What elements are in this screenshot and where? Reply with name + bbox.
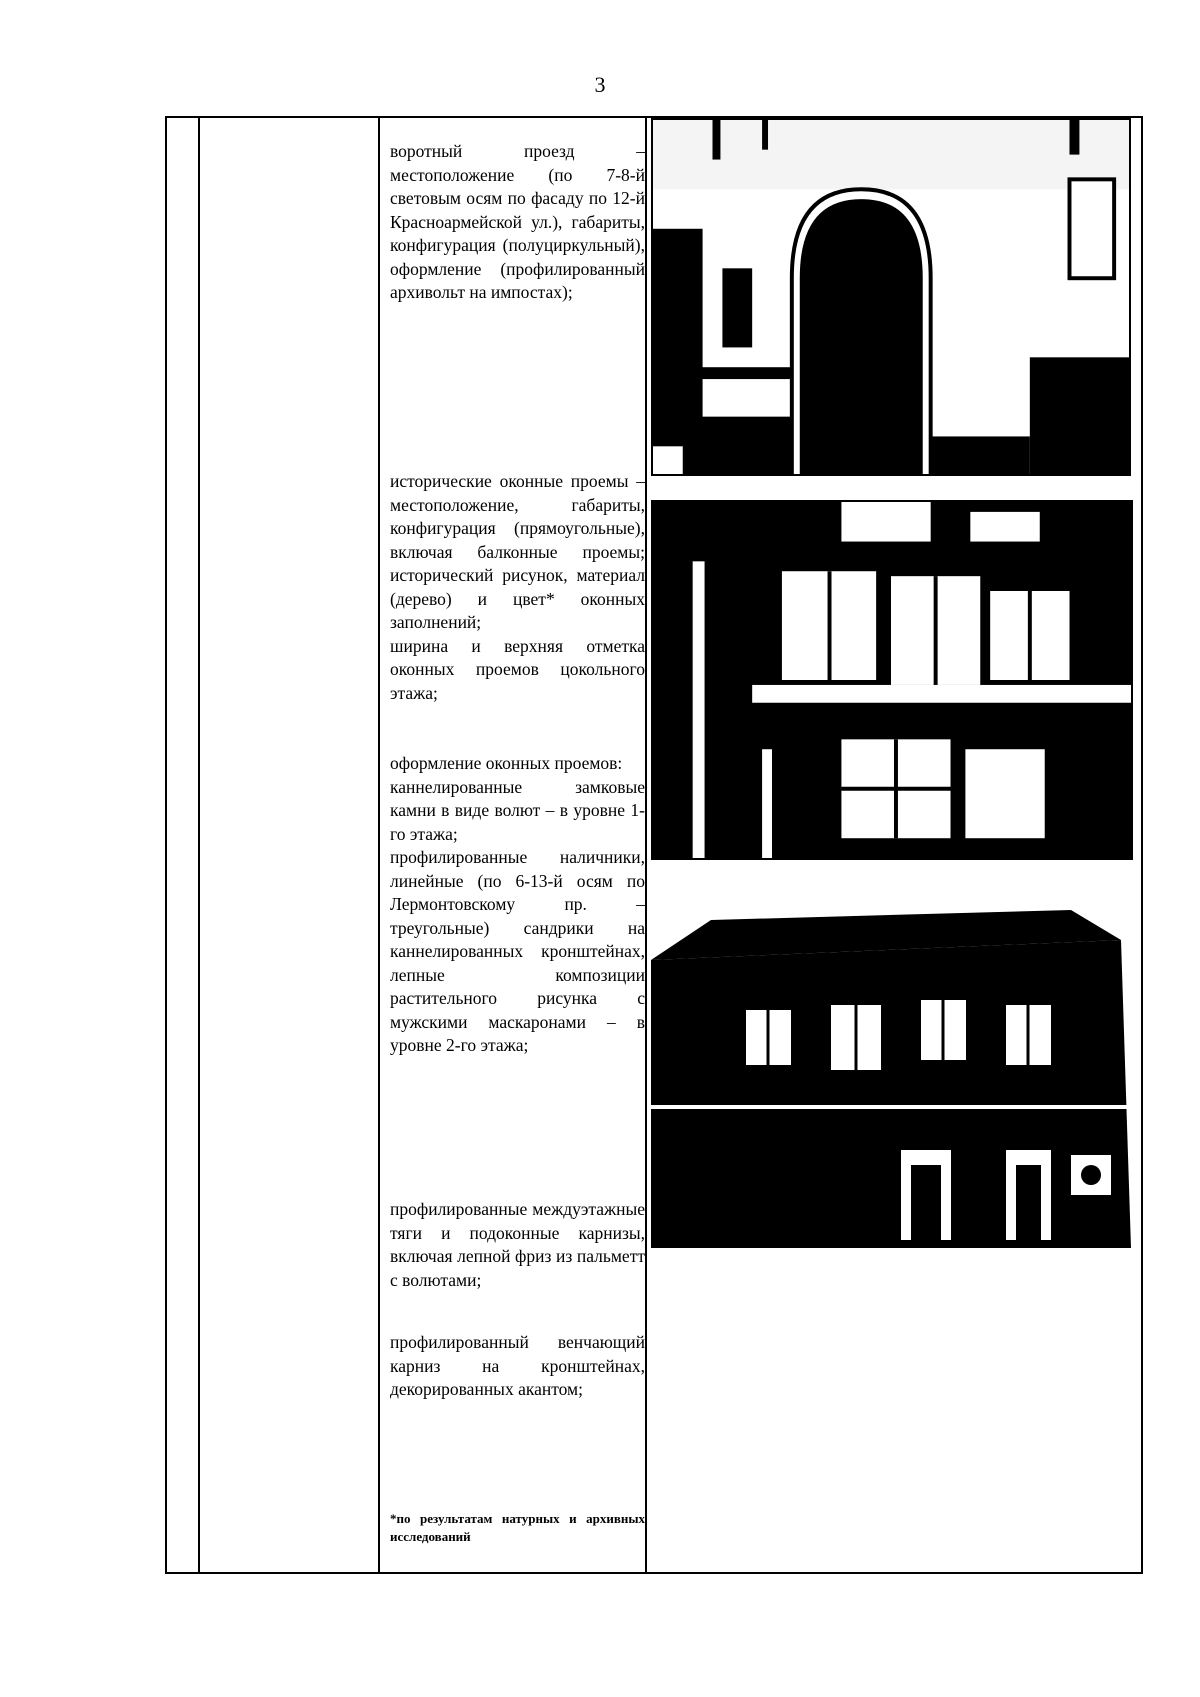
page-number: 3 xyxy=(594,72,606,97)
keystones-text: каннелированные замковые камни в виде волют – в уровне 1-го этажа; xyxy=(390,776,645,844)
text-block-windows xyxy=(390,470,645,705)
text-block-cornices xyxy=(390,1198,645,1292)
text-block-window-decor xyxy=(390,752,645,1058)
facade-photo xyxy=(651,900,1131,1248)
windows-photo xyxy=(651,500,1133,860)
crowning-cornice-text: профилированный венчающий карниз на кронштейнах, декорированных акантом; xyxy=(390,1332,645,1399)
text-block-crowning-cornice xyxy=(390,1331,645,1402)
column-divider xyxy=(645,118,647,1572)
column-divider xyxy=(198,118,200,1572)
windows-text: исторические оконные проемы – местоположение, габариты, конфигурация (прямоугольные), включая балконные проемы; исторический рисунок, материал (дерево) и цвет* оконных заполнений; xyxy=(390,471,645,632)
architraves-text: профилированные наличники, линейные (по 6-13-й осям по Лермонтовскому пр. – треугольные) сандрики на каннелированных кронштейнах, лепные композиции растительного рисунка с мужскими маскаронами – в уровне 2-го этажа; xyxy=(390,847,645,1055)
basement-windows-text: ширина и верхняя отметка оконных проемов цокольного этажа; xyxy=(390,635,645,703)
gateway-photo xyxy=(651,118,1131,476)
window-decor-heading: оформление оконных проемов: xyxy=(390,753,623,773)
description-column xyxy=(390,118,645,1572)
column-divider xyxy=(378,118,380,1572)
text-block-gateway xyxy=(390,140,645,305)
gateway-text: воротный проезд – местоположение (по 7-8-й световым осям по фасаду по 12-й Красноармейской ул.), габариты, конфигурация (полуциркульный), оформление (профилированный архивольт на импостах); xyxy=(390,141,645,302)
footnote xyxy=(390,1510,645,1546)
cornices-text: профилированные междуэтажные тяги и подоконные карнизы, включая лепной фриз из пальметт с волютами; xyxy=(390,1199,645,1290)
footnote-text: *по результатам натурных и архивных исследований xyxy=(390,1511,645,1544)
